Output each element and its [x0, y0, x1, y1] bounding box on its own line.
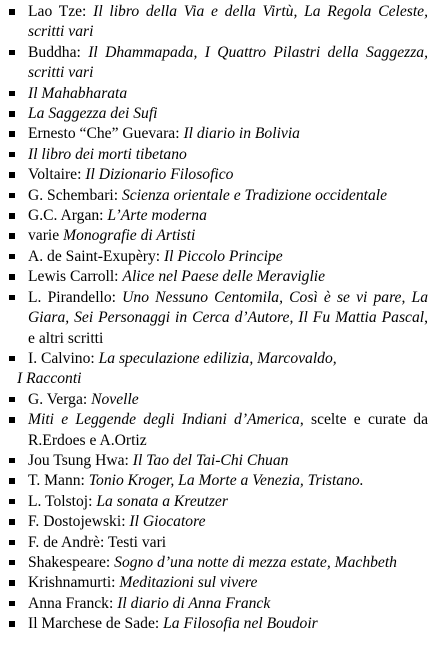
bullet-square-icon [9, 131, 15, 137]
titles: Il libro dei morti tibetano [28, 145, 187, 163]
titles: Miti e Leggende degli Indiani d’America [28, 411, 300, 429]
bullet-square-icon [9, 9, 15, 15]
list-item [0, 410, 431, 451]
note: , scelte e curate da R.Erdoes e A.Ortiz [28, 411, 428, 449]
titles: La speculazione edilizia, Marcovaldo, [98, 349, 337, 367]
note: , e altri scritti [28, 309, 428, 347]
list-item [0, 349, 431, 390]
bullet-square-icon [9, 621, 15, 627]
author: L. Pirandello: [28, 288, 123, 306]
list-item [0, 165, 431, 185]
bullet-square-icon [9, 519, 15, 525]
list-item [0, 2, 431, 43]
bullet-square-icon [9, 580, 15, 586]
author: Anna Franck: [28, 594, 118, 612]
titles: Il Dizionario Filosofico [85, 166, 234, 184]
titles: La Filosofia nel Boudoir [163, 615, 318, 633]
titles: Il Giocatore [129, 513, 206, 531]
list-item [0, 614, 431, 634]
titles: La Saggezza dei Sufi [28, 105, 158, 123]
bullet-square-icon [9, 356, 15, 362]
list-item [0, 553, 431, 573]
author: Buddha: [28, 43, 89, 61]
titles: Il Tao del Tai-Chi Chuan [132, 451, 289, 469]
titles: Il Mahabharata [28, 84, 128, 102]
bullet-square-icon [9, 254, 15, 260]
author: Lao Tze: [28, 3, 94, 20]
list-item [0, 267, 431, 287]
author: G. Verga: [28, 390, 92, 408]
list-item [0, 390, 431, 410]
bullet-square-icon [9, 152, 15, 158]
bullet-square-icon [9, 91, 15, 97]
titles: Il libro della Via e della Virtù, La Regola Celeste, scritti vari [28, 3, 428, 41]
bullet-square-icon [9, 50, 15, 56]
author: G.C. Argan: [28, 207, 108, 225]
list-item [0, 573, 431, 593]
bullet-square-icon [9, 193, 15, 199]
titles: La sonata a Kreutzer [96, 492, 228, 510]
titles: Il diario di Anna Franck [117, 594, 271, 612]
bullet-square-icon [9, 458, 15, 464]
author: F. de Andrè: Testi vari [28, 533, 167, 551]
titles: L’Arte moderna [107, 207, 207, 225]
author: Il Marchese de Sade: [28, 615, 164, 633]
author: G. Schembari: [28, 186, 122, 204]
titles: Il Dhammapada, I Quattro Pilastri della Saggezza, scritti vari [28, 43, 428, 82]
titles-continued: I Racconti [17, 370, 82, 388]
titles: Il diario in Bolivia [183, 125, 300, 143]
list-item [0, 247, 431, 267]
titles: Tonio Kroger, La Morte a Venezia, Tristano. [88, 472, 364, 490]
bullet-square-icon [9, 560, 15, 566]
bullet-square-icon [9, 499, 15, 505]
list-item [0, 186, 431, 206]
author: A. de Saint-Exupèry: [28, 247, 164, 265]
bullet-square-icon [9, 295, 15, 301]
list-item [0, 84, 431, 104]
author: F. Dostojewski: [28, 513, 130, 531]
titles: Monografie di Artisti [63, 227, 196, 245]
bullet-square-icon [9, 478, 15, 484]
author: T. Mann: [28, 472, 89, 490]
author: I. Calvino: [28, 349, 99, 367]
bullet-square-icon [9, 213, 15, 219]
list-item [0, 206, 431, 226]
bullet-square-icon [9, 172, 15, 178]
list-item [0, 124, 431, 144]
list-item [0, 43, 431, 84]
bullet-square-icon [9, 233, 15, 239]
titles: Sogno d’una notte di mezza estate, Machbeth [114, 553, 397, 571]
bullet-square-icon [9, 274, 15, 280]
list-item [0, 594, 431, 614]
author: Shakespeare: [28, 553, 115, 571]
titles: Uno Nessuno Centomila, Così è se vi pare, La Giara, Sei Personaggi in Cerca d’Autore, Il Fu Mattia Pascal [28, 288, 428, 327]
author: Lewis Carroll: [28, 268, 123, 286]
list-item [0, 533, 431, 553]
author: Voltaire: [28, 166, 86, 184]
bullet-square-icon [9, 601, 15, 607]
titles: Alice nel Paese delle Meraviglie [122, 268, 326, 286]
titles: Scienza orientale e Tradizione occidentale [121, 186, 388, 204]
bullet-square-icon [9, 417, 15, 423]
list-item [0, 451, 431, 471]
titles: Il Piccolo Principe [163, 247, 283, 265]
list-item [0, 145, 431, 165]
author: Jou Tsung Hwa: [28, 451, 133, 469]
author: varie [28, 227, 64, 245]
list-item [0, 471, 431, 491]
author: L. Tolstoj: [28, 492, 97, 510]
bullet-square-icon [9, 540, 15, 546]
bullet-square-icon [9, 111, 15, 117]
author: Krishnamurti: [28, 574, 120, 592]
titles: Meditazioni sul vivere [119, 574, 258, 592]
author: Ernesto “Che” Guevara: [28, 125, 184, 143]
list-item [0, 492, 431, 512]
list-item [0, 288, 431, 349]
bullet-square-icon [9, 397, 15, 403]
list-item [0, 512, 431, 532]
titles: Novelle [91, 390, 139, 408]
list-item [0, 104, 431, 124]
reading-list [0, 2, 431, 635]
list-item [0, 226, 431, 246]
